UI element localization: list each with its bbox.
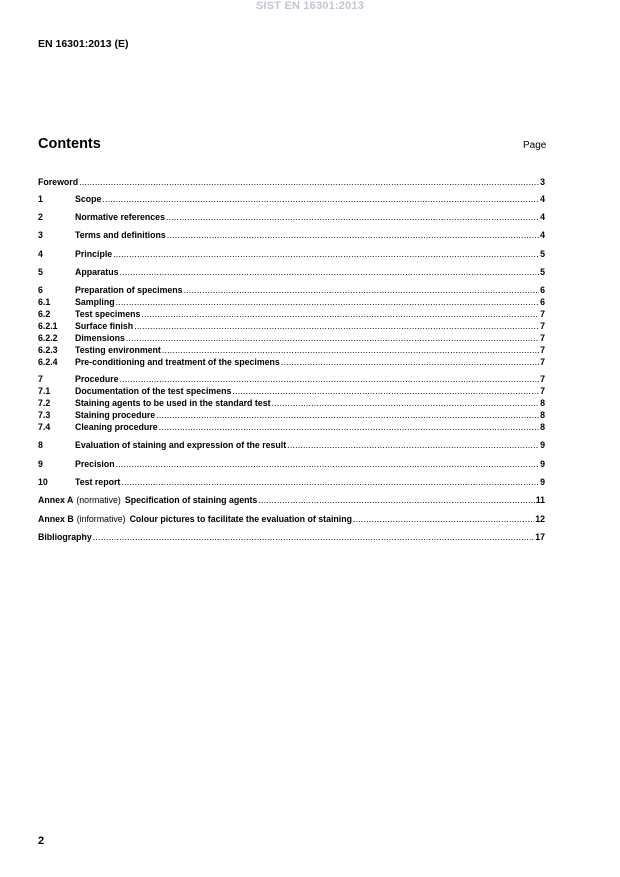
toc-title: Colour pictures to facilitate the evaluation of staining [129,514,352,524]
page-column-label: Page [523,140,547,151]
toc-title: Pre-conditioning and treatment of the specimens [75,357,280,367]
toc-title: Scope [75,194,102,204]
toc-entry-annex-b[interactable] [38,513,545,525]
toc-leader [159,421,539,433]
toc-page: 7 [540,309,545,319]
toc-leader [162,344,539,356]
toc-page: 4 [540,230,545,240]
toc-title: Preparation of specimens [75,285,183,295]
toc-number: 7.1 [38,386,51,396]
toc-page: 7 [540,333,545,343]
page-number: 2 [38,835,45,847]
toc-page: 7 [540,386,545,396]
toc-page: 5 [540,249,545,259]
toc-annex-kind: (normative) [76,495,121,505]
toc-page: 6 [540,285,545,295]
toc-entry[interactable] [38,332,545,344]
toc-title: Staining agents to be used in the standard test [75,398,271,408]
toc-page: 9 [540,477,545,487]
toc-number: 4 [38,249,43,259]
toc-leader [79,176,539,188]
toc-number: 7.2 [38,398,51,408]
toc-number: 1 [38,194,43,204]
toc-leader [116,458,539,470]
toc-leader [353,513,534,525]
toc-entry[interactable] [38,385,545,397]
toc-title: Specification of staining agents [124,495,258,505]
toc-title: Principle [75,249,113,259]
toc-page: 7 [540,321,545,331]
toc-entry[interactable] [38,284,545,296]
toc-number: 6 [38,285,43,295]
toc-entry[interactable] [38,373,545,385]
toc-title: Surface finish [75,321,134,331]
toc-page: 5 [540,267,545,277]
toc-leader [156,409,539,421]
toc-title: Dimensions [75,333,125,343]
toc-entry[interactable] [38,476,545,488]
toc-title: Test report [75,477,121,487]
toc-entry[interactable] [38,248,545,260]
toc-number: 7.4 [38,422,51,432]
toc-page: 7 [540,357,545,367]
toc-leader [126,332,539,344]
toc-title: Apparatus [75,267,119,277]
toc-leader [120,373,540,385]
toc-number: 8 [38,440,43,450]
toc-entry[interactable] [38,356,545,368]
toc-leader [272,397,540,409]
toc-page: 3 [540,177,545,187]
toc-number: 6.2.3 [38,345,58,355]
toc-annex-label: Annex A [38,495,74,505]
toc-entry[interactable] [38,308,545,320]
toc-title: Cleaning procedure [75,422,158,432]
toc-leader [141,308,539,320]
toc-page: 8 [540,422,545,432]
toc-number: 7 [38,374,43,384]
toc-entry-foreword[interactable] [38,176,545,188]
toc-leader [166,211,539,223]
toc-entry[interactable] [38,409,545,421]
toc-leader [113,248,539,260]
toc-leader [258,494,534,506]
toc-entry[interactable] [38,296,545,308]
toc-page: 17 [535,532,545,542]
toc-title: Terms and definitions [75,230,166,240]
toc-entry[interactable] [38,320,545,332]
toc-number: 6.2 [38,309,51,319]
toc-number: 3 [38,230,43,240]
toc-number: 7.3 [38,410,51,420]
toc-entry[interactable] [38,193,545,205]
toc-page: 6 [540,297,545,307]
toc-title: Documentation of the test specimens [75,386,232,396]
toc-page: 9 [540,459,545,469]
toc-number: 6.1 [38,297,51,307]
toc-leader [121,476,539,488]
toc-leader [116,296,540,308]
toc-leader [281,356,539,368]
toc-number: 9 [38,459,43,469]
toc-entry[interactable] [38,229,545,241]
toc-leader [167,229,539,241]
toc-title: Foreword [38,177,79,187]
toc-leader [102,193,539,205]
toc-title: Testing environment [75,345,161,355]
toc-entry-bibliography[interactable] [38,531,545,543]
toc-number: 10 [38,477,48,487]
toc-page: 9 [540,440,545,450]
toc-number: 6.2.4 [38,357,58,367]
toc-leader [184,284,540,296]
toc-title: Test specimens [75,309,141,319]
toc-page: 12 [535,514,545,524]
contents-title: Contents [38,136,101,152]
watermark: SIST EN 16301:2013 [255,0,365,12]
toc-page: 7 [540,345,545,355]
toc-entry[interactable] [38,421,545,433]
toc-page: 8 [540,410,545,420]
toc-page: 11 [535,495,545,505]
toc-number: 6.2.2 [38,333,58,343]
toc-number: 6.2.1 [38,321,58,331]
toc-title: Evaluation of staining and expression of the result [75,440,287,450]
toc-entry[interactable] [38,211,545,223]
toc-page: 8 [540,398,545,408]
toc-title: Bibliography [38,532,92,542]
toc-title: Procedure [75,374,119,384]
toc-title: Precision [75,459,115,469]
toc-leader [232,385,539,397]
toc-entry[interactable] [38,458,545,470]
toc-leader [93,531,534,543]
toc-number: 5 [38,267,43,277]
toc-page: 7 [540,374,545,384]
toc-entry[interactable] [38,266,545,278]
toc-entry[interactable] [38,397,545,409]
toc-page: 4 [540,194,545,204]
toc-entry[interactable] [38,344,545,356]
toc-annex-label: Annex B [38,514,74,524]
toc-annex-kind: (informative) [76,514,126,524]
toc-number: 2 [38,212,43,222]
toc-leader [287,439,539,451]
toc-title: Staining procedure [75,410,156,420]
toc-title: Normative references [75,212,165,222]
toc-leader [134,320,539,332]
toc-leader [120,266,540,278]
toc-page: 4 [540,212,545,222]
document-id: EN 16301:2013 (E) [38,38,129,50]
toc-entry[interactable] [38,439,545,451]
toc-title: Sampling [75,297,115,307]
toc-entry-annex-a[interactable] [38,494,545,506]
